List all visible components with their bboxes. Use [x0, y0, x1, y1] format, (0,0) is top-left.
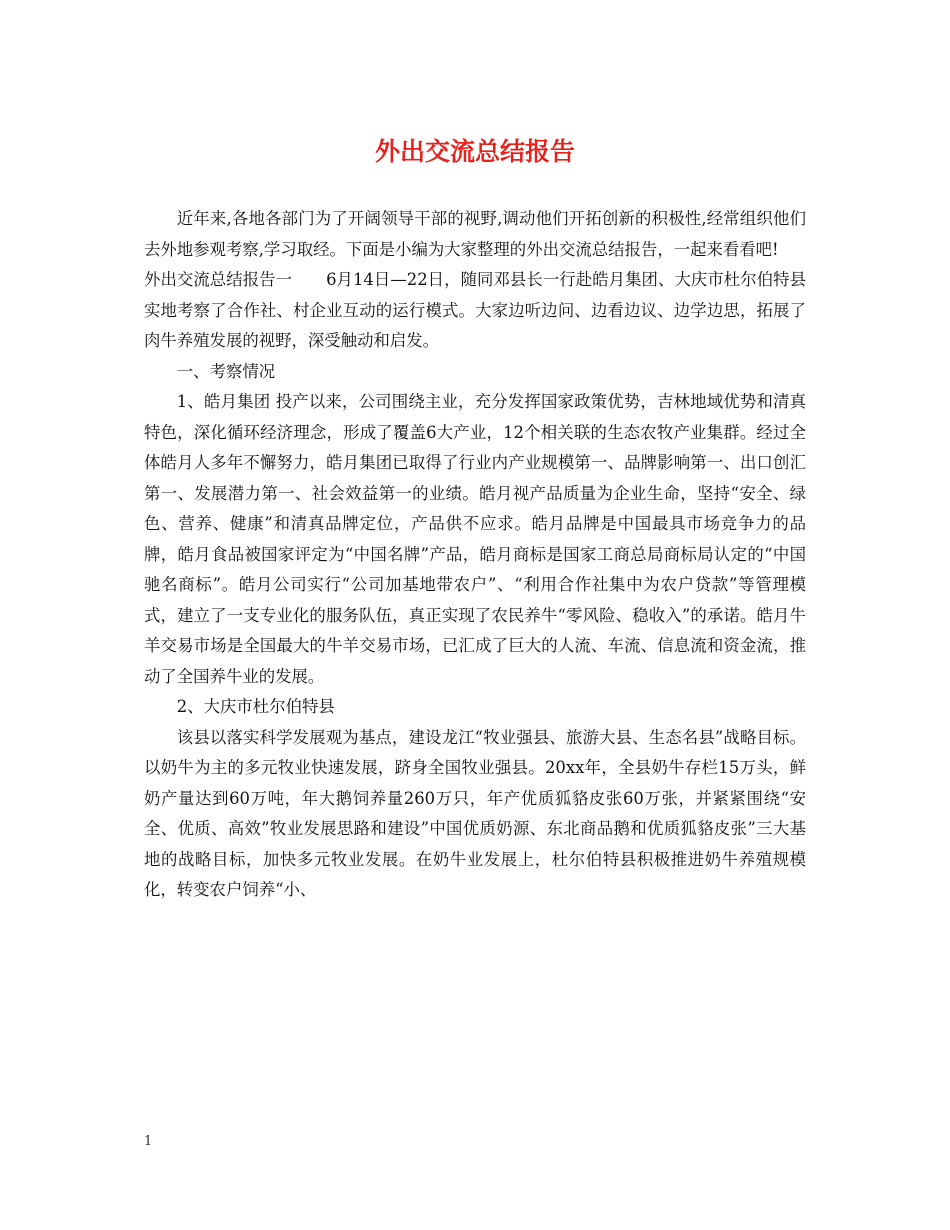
paragraph-report-one-text: 6月14日—22日，随同邓县长一行赴皓月集团、大庆市杜尔伯特县实地考察了合作社、村企业互动的运行模式。大家边听边问、边看边议、边学边思，拓展了肉牛养殖发展的视野，深受触动和启发。: [144, 270, 806, 350]
paragraph-intro: 近年来,各地各部门为了开阔领导干部的视野,调动他们开拓创新的积极性,经常组织他们去外地参观考察,学习取经。下面是小编为大家整理的外出交流总结报告，一起来看看吧!: [144, 209, 806, 259]
document-body: [144, 204, 806, 906]
paragraph-haoyue: 1、皓月集团 投产以来，公司围绕主业，充分发挥国家政策优势，吉林地域优势和清真特色，深化循环经济理念，形成了覆盖6大产业，12个相关联的生态农牧产业集群。经过全体皓月人多年不懈努力，皓月集团已取得了行业内产业规模第一、品牌影响第一、出口创汇第一、发展潜力第一、社会效益第一的业绩。皓月视产品质量为企业生命，坚持“安全、绿色、营养、健康”和清真品牌定位，产品供不应求。皓月品牌是中国最具市场竞争力的品牌，皓月食品被国家评定为“中国名牌”产品，皓月商标是国家工商总局商标局认定的“中国驰名商标”。皓月公司实行“公司加基地带农户”、“利用合作社集中为农户贷款”等管理模式，建立了一支专业化的服务队伍，真正实现了农民养牛“零风险、稳收入”的承诺。皓月牛羊交易市场是全国最大的牛羊交易市场，已汇成了巨大的人流、车流、信息流和资金流，推动了全国养牛业的发展。: [144, 392, 806, 686]
section-label: 外出交流总结报告一: [144, 270, 293, 289]
page-number: 1: [144, 1134, 153, 1149]
paragraph-county: 该县以落实科学发展观为基点，建设龙江“牧业强县、旅游大县、生态名县”战略目标。以奶牛为主的多元牧业快速发展，跻身全国牧业强县。20xx年，全县奶牛存栏15万头，鲜奶产量达到60万吨，年大鹅饲养量260万只，年产优质狐貉皮张60万张，并紧紧围绕“安全、优质、高效”牧业发展思路和建设”中国优质奶源、东北商品鹅和优质狐貉皮张”三大基地的战略目标，加快多元牧业发展。在奶牛业发展上，杜尔伯特县积极推进奶牛养殖规模化，转变农户饲养“小、: [144, 727, 806, 899]
heading-inspection: 一、考察情况: [176, 361, 276, 381]
heading-duerbote: 2、大庆市杜尔伯特县: [176, 697, 335, 716]
document-title: 外出交流总结报告: [374, 137, 575, 166]
paragraph-report-one: [144, 265, 806, 357]
